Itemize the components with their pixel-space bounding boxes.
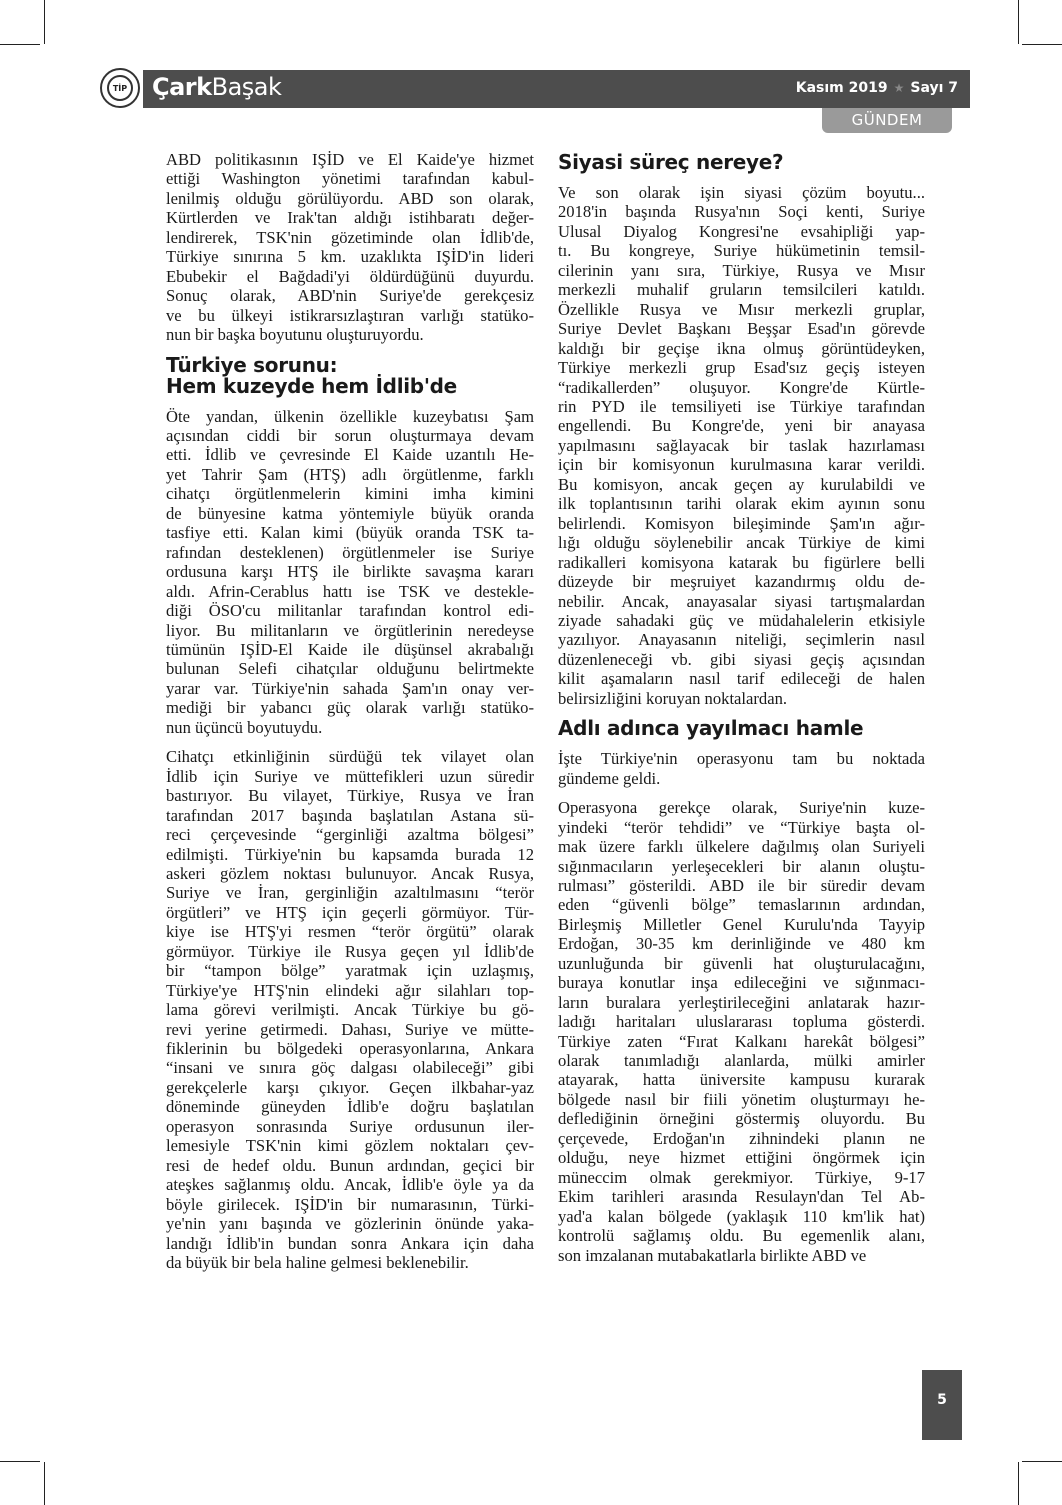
text-line: olarak tanımladığı alanlarda, mülki amirler [558,1051,925,1071]
text-line: İdlib için Suriye ve müttefikleri uzun süredir [166,766,534,786]
text-line: yarar var. Türkiye'nin sahada Şam'ın onay ver- [166,678,534,698]
text-line: Adlı adınca yayılmacı hamle [558,716,864,741]
text-line: Türkiye'ye HTŞ'nin elindeki ağır silahları top- [166,980,534,1000]
crop-mark [1018,1462,1019,1505]
text-line: edilmişti. Türkiye'nin bu kapsamda burada 12 [166,844,534,864]
text-line: engellendi. Bu Kongre'de, yeni bir anayasa [558,416,925,436]
section-tab: GÜNDEM [822,108,952,133]
text-line: düzenleneceği vb. gibi siyasi geçiş açısından [558,649,925,669]
text-line: kiye ise HTŞ'yi resmen “terör örgütü” olarak [166,922,534,942]
text-line: Erdoğan, 30-35 km derinliğinde ve 480 km [558,934,925,954]
paragraph [558,798,925,1265]
text-line: ateşkes sağlanmış oldu. Ancak, İdlib'e öyle ya da [166,1175,534,1195]
text-line: Ekim tarihleri arasında Resulayn'dan Tel Ab- [558,1187,925,1207]
text-line: 2018'in başında Rusya'nın Soçi kenti, Suriye [558,202,925,222]
crop-mark [44,1462,45,1505]
text-line: rin PYD ile temsiliyeti ise Türkiye tarafından [558,396,925,416]
text-line: ziyade sahadaki güç ve müdahalelerin etkisiyle [558,610,925,630]
text-line: lığı olduğu söylenebilir ancak Türkiye de kimi [558,533,925,553]
text-line: örgütleri” ve HTŞ için geçerli görmüyor. Tür- [166,902,534,922]
text-line: yazılıyor. Anayasanın niteliği, seçimlerin nasıl [558,630,925,650]
paragraph [166,407,534,738]
text-line: bölgede nasıl bir fiili yönetim oluşturmayı he- [558,1089,925,1109]
text-line: yindeki “terör tehdidi” ve “Türkiye başta ol- [558,817,925,837]
text-line: belirlendi. Komisyon bileşiminde Şam'ın ağır- [558,513,925,533]
text-line: düzeyde bir meşruiyet kazandırmış oldu de- [558,572,925,592]
text-line: nun üçüncü boyutuydu. [166,717,323,737]
text-line: yapılmasını sağlayacak bir taslak hazırlaması [558,435,925,455]
text-line: görmüyor. Türkiye ile Rusya geçen yıl İdlib'de [166,941,534,961]
text-line: ların buralara yerleştirileceğini anlatarak hazır- [558,992,925,1012]
magazine-title [152,73,281,101]
text-line: İşte Türkiye'nin operasyonu tam bu noktada [558,749,925,769]
text-line: bulunan Selefi cihatçılar olduğunu belirtmekte [166,659,534,679]
text-line: ABD politikasının IŞİD ve El Kaide'ye hizmet [166,150,534,169]
text-line: etti. İdlib ve çevresinde El Kaide uzantılı He- [166,445,534,465]
text-line: aldı. Afrin-Cerablus hattı ise TSK ve destekle- [166,581,534,601]
text-line: mediği bir yabancı güç olarak varlığı statüko- [166,698,534,718]
page-number: 5 [922,1370,962,1440]
text-line: tı. Bu kongreye, Suriye hükümetinin temsil- [558,241,925,261]
text-line: reci çerçevesinde “gerginliği azaltma bölgesi” [166,825,534,845]
text-line: Suriye ve İran, gerginliğin azaltılmasını “terör [166,883,534,903]
text-line: Siyasi süreç nereye? [558,150,784,174]
text-line: ye'nin yanı başında ve gözlerinin önünde yaka- [166,1214,534,1234]
left-column [166,150,534,1282]
text-line: atayarak, hatta üniversite kampusu kurarak [558,1070,925,1090]
brand-bold: Çark [152,73,212,101]
text-line: sığınmacıların yerleşecekleri bir alanın oluştu- [558,856,925,876]
star-icon: ★ [893,81,905,95]
text-line: rafından desteklenen) örgütlenmeler ise Suriye [166,542,534,562]
text-line: liyor. Bu militanların ve örgütlerinin neredeyse [166,620,534,640]
text-line: yet Tahrir Şam (HTŞ) adlı örgütlenme, farklı [166,464,534,484]
text-line: olduğu, neye hizmet ettiğini öngörmek için [558,1148,925,1168]
text-line: nun bir başka boyutunu oluşturuyordu. [166,325,424,345]
paragraph [558,749,925,788]
text-line: landığı İdlib'in bundan sonra Ankara için daha [166,1233,534,1253]
text-line: Türkiye merkezli grup Esad'sız geçiş isteyen [558,358,925,378]
text-line: ilk toplantısının tarihi olarak ekim ayının sonu [558,494,925,514]
section-heading [166,352,534,398]
text-line: Cihatçı etkinliğinin sürdüğü tek vilayet olan [166,747,534,767]
text-line: Kürtlerden ve Irak'tan aldığı istihbaratı değer- [166,208,534,228]
text-line: için bir komisyonun kurulmasına karar verildi. [558,455,925,475]
text-line: tarafından 2017 başında başlatılan Astana sü- [166,805,534,825]
text-line: askeri gözlem noktası bulunuyor. Ancak Rusya, [166,863,534,883]
right-column [558,146,925,1275]
paragraph [166,747,534,1272]
crop-mark [1018,0,1019,44]
text-line: böyle girilecek. IŞİD'in bir numarasının, Türki- [166,1194,534,1214]
text-line: fiklerinin bu bölgedeki operasyonlarına, Ankara [166,1039,534,1059]
text-line: Ebubekir el Bağdadi'yi öldürdüğünü duyurdu. [166,266,534,286]
text-line: kontrolü sağlamış oldu. Bu egemenlik alanı, [558,1226,925,1246]
text-line: lenilmiş olduğu görülüyordu. ABD son olarak, [166,188,534,208]
text-line: Bu komisyon, ancak geçen ay kurulabildi ve [558,474,925,494]
brand-regular: Başak [211,73,282,101]
crop-mark [1022,1461,1062,1462]
text-line: bir “tampon bölge” yaratmak için uzlaşmış, [166,961,534,981]
text-line: buraya konutlar inşa edileceğini ve sığınmacı- [558,973,925,993]
text-line: Hem kuzeyde hem İdlib'de [166,373,457,398]
text-line: lama görevi verilmişti. Ancak Türkiye bu gö- [166,1000,534,1020]
text-line: Operasyona gerekçe olarak, Suriye'nin kuze- [558,798,925,818]
text-line: bastırıyor. Bu vilayet, Türkiye, Rusya ve İran [166,786,534,806]
text-line: “insani ve sınıra göç dalgası olabileceği” gibi [166,1058,534,1078]
text-line: uzunluğunda bir güvenli hat oluşturulacağını, [558,953,925,973]
section-heading [558,718,925,739]
crop-mark [1022,44,1062,45]
text-line: eden “güvenli bölge” temaslarının ardından, [558,895,925,915]
text-line: operasyon sonrasında Suriye ordusunun iler- [166,1116,534,1136]
section-heading [558,152,925,173]
text-line: Sonuç olarak, ABD'nin Suriye'de gerekçesiz [166,286,534,306]
text-line: Özellikle Rusya ve Mısır merkezli gruplar, [558,299,925,319]
text-line: merkezli muhalif gruların temsilcileri katıldı. [558,280,925,300]
text-line: ve bu ülkeyi istikrarsızlaştıran varlığı statüko- [166,305,534,325]
paragraph [558,183,925,708]
text-line: çerçevede, Erdoğan'ın zihnindeki planın ne [558,1128,925,1148]
text-line: Türkiye zaten “Fırat Kalkanı harekât bölgesi” [558,1031,925,1051]
issue-date: Kasım 2019 [795,80,888,96]
text-line: cihatçı örgütlenmelerin kimini imha kimini [166,484,534,504]
text-line: tümünün IŞİD-El Kaide ile düşünsel akrabalığı [166,639,534,659]
text-line: açısından ciddi bir sorun oluşturmaya devam [166,425,534,445]
text-line: Türkiye sorunu: [166,352,338,377]
issue-info [796,80,958,96]
text-line: cilerinin yanı sıra, Türkiye, Rusya ve Mısır [558,260,925,280]
text-line: kaldığı bir geçişe ikna olmuş görüntüdeyken, [558,338,925,358]
text-line: belirsizliğini koruyan noktalardan. [558,688,788,708]
text-line: rulması” gösterildi. ABD ile bir süredir devam [558,875,925,895]
issue-number: Sayı 7 [910,80,958,96]
text-line: de bünyesine katma yöntemiyle büyük oranda [166,503,534,523]
text-line: lendirerek, TSK'nin gözetiminde olan İdlib'de, [166,227,534,247]
text-line: Birleşmiş Milletler Genel Kurulu'nda Tayyip [558,914,925,934]
text-line: mak üzere farklı ülkelere dağılmış olan Suriyeli [558,837,925,857]
text-line: radikalleri komisyona katarak bu figürlere belli [558,552,925,572]
text-line: resi de hedef oldu. Bunun ardından, geçici bir [166,1155,534,1175]
text-line: Ulusal Diyalog Kongresi'ne evsahipliği yap- [558,221,925,241]
text-line: döneminde güneyden İdlib'e doğru başlatılan [166,1097,534,1117]
text-line: Ve son olarak işin siyasi çözüm boyutu... [558,183,925,202]
text-line: diği ÖSO'cu militanlar tarafından kontrol edi- [166,601,534,621]
crop-mark [0,44,40,45]
text-line: kilit aşamaların nasıl tarif edileceği de halen [558,669,925,689]
text-line: revi yerine getirmedi. Dahası, Suriye ve mütte- [166,1019,534,1039]
text-line: gündeme geldi. [558,768,661,788]
text-line: nebilir. Ancak, anayasalar siyasi tartışmalardan [558,591,925,611]
text-line: son imzalanan mutabakatlarla birlikte ABD ve [558,1245,867,1265]
paragraph [166,150,534,345]
crop-mark [44,0,45,44]
text-line: lemesiyle TSK'nin kimi gözlem noktaları çev- [166,1136,534,1156]
text-line: da büyük bir bela haline gelmesi beklenebilir. [166,1253,469,1273]
text-line: yad'a kalan bölgede (yaklaşık 110 km'lik hat) [558,1206,925,1226]
text-line: “radikallerden” oluşuyor. Kongre'de Kürtle- [558,377,925,397]
text-line: ettiği Washington yönetimi tarafından kabul- [166,169,534,189]
text-line: gerekçelerle karşı çıkıyor. Geçen ilkbahar-yaz [166,1077,534,1097]
logo-text: TİP [107,75,133,101]
text-line: ladığı haritaları uluslararası topluma gösterdi. [558,1012,925,1032]
crop-mark [0,1461,40,1462]
text-line: Suriye Devlet Başkanı Beşşar Esad'ın görevde [558,319,925,339]
text-line: müneccim olmak gerekmiyor. Türkiye, 9-17 [558,1167,925,1187]
text-line: deflediğinin örneğini göstermiş oluyordu. Bu [558,1109,925,1129]
text-line: tasfiye etti. Kalan kimi (büyük oranda TSK ta- [166,523,534,543]
text-line: Öte yandan, ülkenin özellikle kuzeybatısı Şam [166,406,534,426]
party-logo [100,68,140,108]
text-line: ordusuna karşı HTŞ ile birlikte savaşma kararı [166,562,534,582]
text-line: Türkiye sınırına 5 km. uzaklıkta IŞİD'in lideri [166,247,534,267]
